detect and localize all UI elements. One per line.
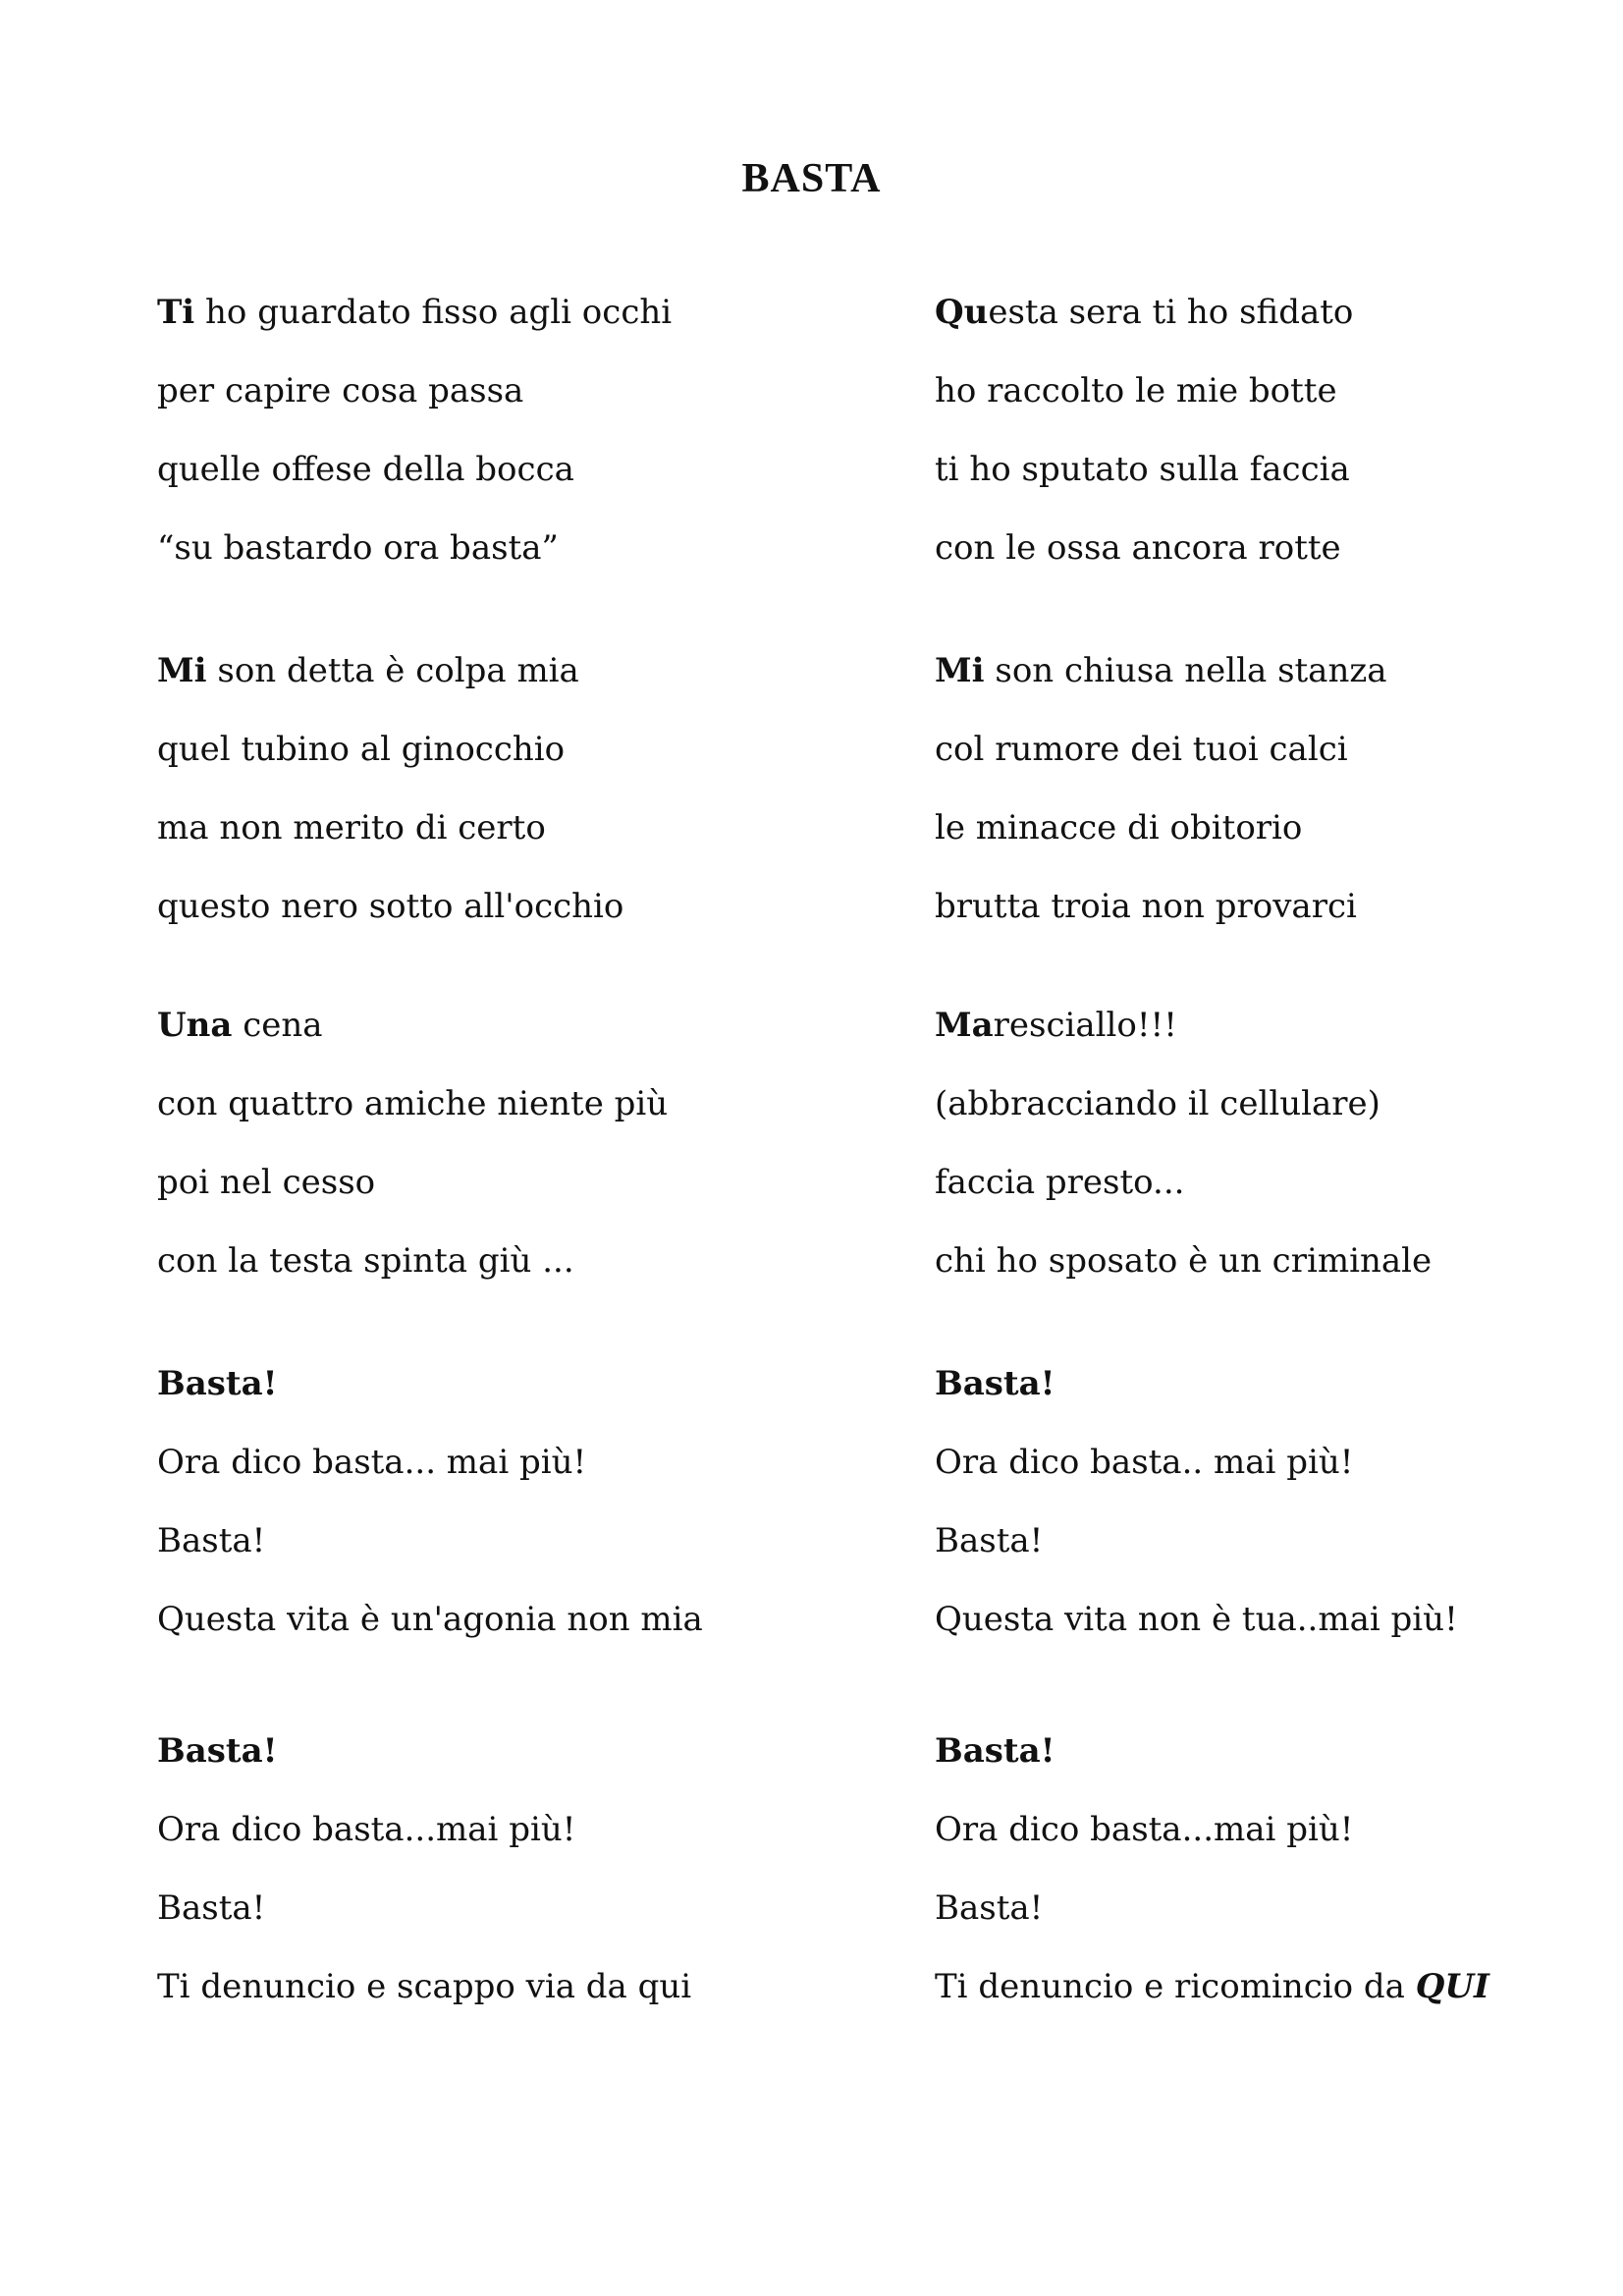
verse-line — [935, 651, 1387, 690]
verse-line: con quattro amiche niente più — [157, 1084, 669, 1123]
verse-line: Ti denuncio e scappo via da qui — [157, 1967, 692, 2006]
verse-text: cena — [232, 1006, 323, 1045]
chorus-heading: Basta! — [157, 1731, 278, 1771]
verse-line: ho raccolto le mie botte — [935, 371, 1337, 410]
verse-line: quel tubino al ginocchio — [157, 730, 566, 769]
verse-line — [935, 1967, 1489, 2006]
verse-line: Ora dico basta...mai più! — [157, 1810, 576, 1849]
verse-line: “su bastardo ora basta” — [157, 528, 559, 568]
verse-text: son chiusa nella stanza — [984, 651, 1387, 690]
verse-line: Questa vita è un'agonia non mia — [157, 1600, 703, 1639]
verse-line — [935, 293, 1353, 332]
verse-line: questo nero sotto all'occhio — [157, 887, 624, 926]
verse-line: faccia presto... — [935, 1163, 1185, 1202]
chorus-heading: Basta! — [157, 1364, 278, 1403]
verse-line — [157, 651, 579, 690]
verse-text: resciallo!!! — [993, 1006, 1177, 1045]
verse-line: brutta troia non provarci — [935, 887, 1357, 926]
verse-lead: Ma — [935, 1006, 994, 1045]
verse-line: con le ossa ancora rotte — [935, 528, 1341, 568]
verse-line — [157, 293, 672, 332]
verse-line: Basta! — [157, 1888, 266, 1928]
verse-line: ma non merito di certo — [157, 808, 546, 847]
verse-line: Basta! — [935, 1521, 1044, 1560]
verse-line: per capire cosa passa — [157, 371, 524, 410]
verse-line: quelle offese della bocca — [157, 450, 574, 489]
verse-line: (abbracciando il cellulare) — [935, 1084, 1380, 1123]
verse-line: Questa vita non è tua..mai più! — [935, 1600, 1458, 1639]
verse-lead: Mi — [935, 651, 985, 690]
verse-text: esta sera ti ho sfidato — [988, 293, 1354, 332]
verse-line: ti ho sputato sulla faccia — [935, 450, 1350, 489]
verse-lead: Ti — [157, 293, 195, 332]
verse-line: Ora dico basta... mai più! — [157, 1443, 587, 1482]
verse-line: con la testa spinta giù ... — [157, 1241, 574, 1281]
verse-line: chi ho sposato è un criminale — [935, 1241, 1433, 1281]
verse-lead: Qu — [935, 293, 989, 332]
verse-text: Ti denuncio e ricomincio da — [935, 1967, 1416, 2006]
verse-line: Ora dico basta.. mai più! — [935, 1443, 1354, 1482]
verse-line: Basta! — [157, 1521, 266, 1560]
emphasis-word: QUI — [1415, 1967, 1489, 2006]
verse-line: col rumore dei tuoi calci — [935, 730, 1348, 769]
verse-line: Basta! — [935, 1888, 1044, 1928]
page-title: BASTA — [741, 156, 882, 201]
verse-lead: Una — [157, 1006, 233, 1045]
verse-text: ho guardato fisso agli occhi — [194, 293, 673, 332]
chorus-heading: Basta! — [935, 1364, 1055, 1403]
verse-line — [935, 1006, 1177, 1045]
chorus-heading: Basta! — [935, 1731, 1055, 1771]
verse-line: le minacce di obitorio — [935, 808, 1303, 847]
verse-line: Ora dico basta...mai più! — [935, 1810, 1354, 1849]
verse-line — [157, 1006, 323, 1045]
verse-lead: Mi — [157, 651, 207, 690]
verse-line: poi nel cesso — [157, 1163, 376, 1202]
verse-text: son detta è colpa mia — [206, 651, 579, 690]
